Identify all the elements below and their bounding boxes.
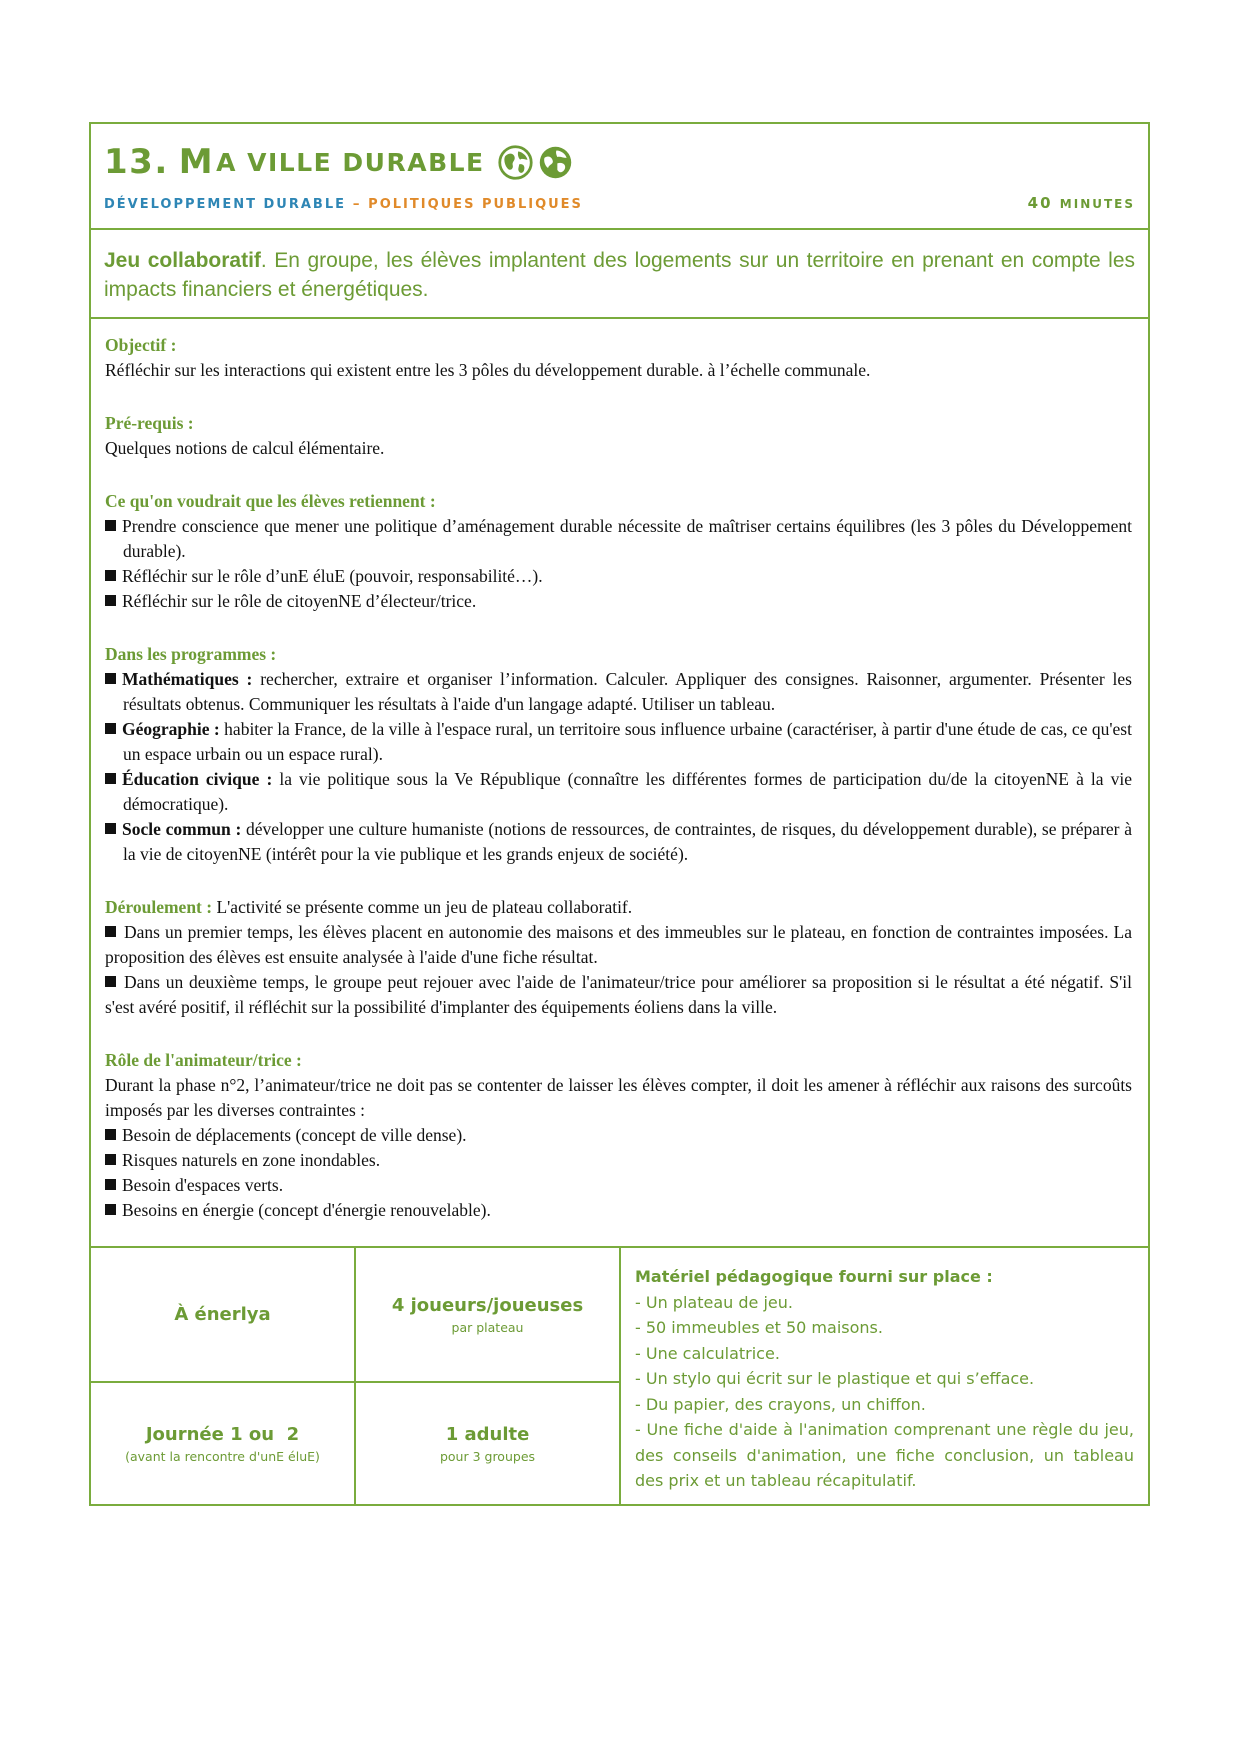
players-label: 4 joueurs/joueuses bbox=[391, 1294, 584, 1316]
section-text: Durant la phase n°2, l’animateur/trice ne doit pas se contenter de laisser les élèves compter, il doit les amener à réfléchir aux raisons des surcoûts imposés par les diverses contraintes : bbox=[105, 1075, 1132, 1120]
list-item: Socle commun : développer une culture humaniste (notions de ressources, de contraintes, de risques, du développement durable), se préparer à la vie de citoyenNE (intérêt pour la vie publique et les grands enjeux de société). bbox=[105, 817, 1132, 867]
list-item: - Une calculatrice. bbox=[635, 1343, 780, 1363]
list-item: Besoin d'espaces verts. bbox=[105, 1173, 1132, 1198]
globe-icon bbox=[537, 144, 574, 181]
square-bullet-icon bbox=[105, 520, 116, 531]
section-deroulement bbox=[105, 895, 1132, 1020]
section-prerequis bbox=[105, 411, 1132, 461]
activity-sheet bbox=[89, 122, 1150, 1506]
list-item: Géographie : habiter la France, de la ville à l'espace rural, un territoire sous influence urbaine (caractériser, à partir d'une étude de cas, ce qu'est un espace urbain ou un espace rural). bbox=[105, 717, 1132, 767]
list-item: Risques naturels en zone inondables. bbox=[105, 1148, 1132, 1173]
subtitle bbox=[104, 196, 583, 212]
section-title: Ce qu'on voudrait que les élèves retiennent : bbox=[105, 491, 436, 511]
paragraph: Dans un premier temps, les élèves placent en autonomie des maisons et des immeubles sur le plateau, en fonction de contraintes imposées. La proposition des élèves est ensuite analysée à l'aide d'une fiche résultat. bbox=[105, 922, 1132, 967]
info-grid bbox=[91, 1246, 1148, 1504]
square-bullet-icon bbox=[105, 823, 116, 834]
intro bbox=[91, 230, 1148, 319]
paragraph: Dans un deuxième temps, le groupe peut rejouer avec l'aide de l'animateur/trice pour améliorer sa proposition si le résultat a été négatif. S'il s'est avéré positif, il réfléchit sur la possibilité d'implanter des équipements éoliens dans la ville. bbox=[105, 972, 1132, 1017]
intro-text: . En groupe, les élèves implantent des logements sur un territoire en prenant en compte les impacts financiers et énergétiques. bbox=[104, 249, 1135, 301]
intro-bold: Jeu collaboratif bbox=[104, 249, 261, 272]
sheet-body bbox=[91, 319, 1148, 1247]
square-bullet-icon bbox=[105, 723, 116, 734]
title-first-letter: M bbox=[178, 142, 215, 182]
square-bullet-icon bbox=[105, 1179, 116, 1190]
list-item: Réfléchir sur le rôle d’unE éluE (pouvoir, responsabilité…). bbox=[105, 564, 1132, 589]
list-item: - Du papier, des crayons, un chiffon. bbox=[635, 1394, 926, 1414]
section-title: Dans les programmes : bbox=[105, 644, 277, 664]
duration-value: 40 bbox=[1027, 194, 1053, 212]
players-cell bbox=[356, 1248, 621, 1383]
list-item: Mathématiques : rechercher, extraire et organiser l’information. Calculer. Appliquer des consignes. Raisonner, argumenter. Présenter les résultats obtenus. Communiquer les résultats à l'aide d'un langage adapté. Utiliser un tableau. bbox=[105, 667, 1132, 717]
section-title: Pré-requis : bbox=[105, 413, 194, 433]
square-bullet-icon bbox=[105, 926, 116, 937]
players-sub: par plateau bbox=[451, 1319, 524, 1335]
adult-label: 1 adulte bbox=[445, 1423, 530, 1445]
list-item: - Un stylo qui écrit sur le plastique et qui s’efface. bbox=[635, 1369, 1035, 1388]
list-item: Prendre conscience que mener une politique d’aménagement durable nécessite de maîtriser certains équilibres (les 3 pôles du Développement durable). bbox=[105, 514, 1132, 564]
subtitle-theme-1: DÉVELOPPEMENT DURABLE bbox=[104, 197, 347, 212]
list-item: - Un plateau de jeu. bbox=[635, 1292, 793, 1312]
section-title: Déroulement : bbox=[105, 897, 213, 917]
square-bullet-icon bbox=[105, 595, 116, 606]
list-item: - Une fiche d'aide à l'animation comprenant une règle du jeu, des conseils d'animation, une fiche conclusion, un tableau des prix et un tableau récapitulatif. bbox=[635, 1420, 1134, 1490]
duration-unit: MINUTES bbox=[1059, 197, 1135, 211]
subtitle-separator: – bbox=[346, 196, 369, 212]
sheet-header bbox=[91, 124, 1148, 230]
square-bullet-icon bbox=[105, 1154, 116, 1165]
square-bullet-icon bbox=[105, 1204, 116, 1215]
section-programmes bbox=[105, 642, 1132, 867]
globe-icon bbox=[497, 144, 534, 181]
section-text: Quelques notions de calcul élémentaire. bbox=[105, 438, 385, 458]
day-label: Journée 1 ou 2 bbox=[145, 1423, 300, 1445]
square-bullet-icon bbox=[105, 976, 116, 987]
list-item: Réfléchir sur le rôle de citoyenNE d’électeur/trice. bbox=[105, 589, 1132, 614]
section-text: L'activité se présente comme un jeu de plateau collaboratif. bbox=[212, 897, 633, 917]
location-label: À énerlya bbox=[174, 1304, 271, 1325]
adult-cell bbox=[356, 1383, 621, 1504]
globe-icons bbox=[497, 144, 574, 181]
list-item: Éducation civique : la vie politique sous la Ve République (connaître les différentes formes de participation du/de la citoyenNE à la vie démocratique). bbox=[105, 767, 1132, 817]
square-bullet-icon bbox=[105, 570, 116, 581]
duration bbox=[1028, 194, 1135, 212]
section-role bbox=[105, 1048, 1132, 1223]
subtitle-theme-2: POLITIQUES PUBLIQUES bbox=[368, 197, 583, 212]
section-text: Réfléchir sur les interactions qui existent entre les 3 pôles du développement durable. à l’échelle communale. bbox=[105, 360, 871, 380]
title-rest: A VILLE DURABLE bbox=[216, 147, 485, 177]
section-retenir bbox=[105, 489, 1132, 614]
day-sub: (avant la rencontre d'unE éluE) bbox=[125, 1448, 320, 1464]
location-cell bbox=[91, 1248, 356, 1383]
day-cell bbox=[91, 1383, 356, 1504]
list-item: - 50 immeubles et 50 maisons. bbox=[635, 1318, 883, 1337]
materials-cell bbox=[621, 1248, 1148, 1504]
list-item: Besoins en énergie (concept d'énergie renouvelable). bbox=[105, 1198, 1132, 1223]
section-title: Rôle de l'animateur/trice : bbox=[105, 1050, 302, 1070]
square-bullet-icon bbox=[105, 773, 116, 784]
page-title bbox=[104, 142, 574, 182]
square-bullet-icon bbox=[105, 673, 116, 684]
square-bullet-icon bbox=[105, 1129, 116, 1140]
section-objectif bbox=[105, 333, 1132, 383]
materials-title: Matériel pédagogique fourni sur place : bbox=[635, 1267, 993, 1286]
section-title: Objectif : bbox=[105, 335, 177, 355]
title-number: 13. bbox=[104, 142, 169, 182]
adult-sub: pour 3 groupes bbox=[439, 1448, 536, 1464]
list-item: Besoin de déplacements (concept de ville dense). bbox=[105, 1123, 1132, 1148]
